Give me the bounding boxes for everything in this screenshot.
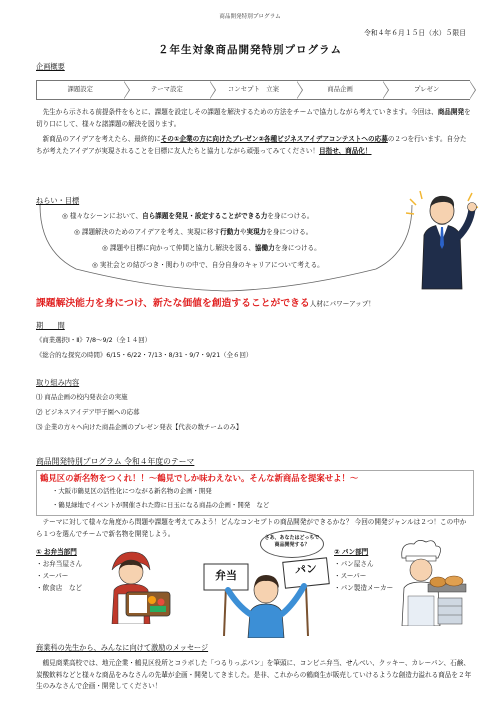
program-name: 商品開発特別プログラム [219, 14, 281, 20]
category-bento-item: ・スーパー [36, 572, 69, 580]
text: ◎ 様々なシーンにおいて、 [62, 212, 143, 220]
text-bold: 商品開発 [437, 108, 465, 116]
flow-step-5: プレゼン [383, 80, 470, 100]
activities-heading: 取り組み内容 [36, 378, 80, 387]
theme-bullet-1: ・大阪市鶴見区の活性化につながる新名物の企画・開発 [52, 487, 212, 495]
baker-illustration [398, 538, 468, 626]
message-text: 鶴見商業高校では、地元企業・鶴見区役所とコラボした「つるりっぷパン」を筆頭に、コンビニ弁当、せんべい、クッキー、カレーパン、石鹸、炭酸飲料などと様々な商品をみなさんの先輩が企画・開発してきました。是非、これからの鶴商生が販売していけるような創造力溢れる商品を２年生のみなさんで企画・開発してください！ [36, 659, 472, 690]
category-bento-item: ・飲食店 など [36, 584, 83, 592]
text: ◎ 課題や目標に向かって仲間と協力し解決を図る、 [102, 244, 255, 252]
question-text: さあ、あなたはどっちで商品開発する？ [264, 535, 320, 548]
page-title: ２年生対象商品開発特別プログラム [158, 44, 342, 56]
goal-item-3 [102, 243, 321, 254]
category-bread-item: ・パン屋さん [334, 560, 374, 568]
text-bold: 行動力 [220, 228, 240, 236]
goals-heading: ねらい・目標 [36, 196, 80, 205]
flow-step-1: 課題設定 [36, 80, 124, 100]
category-bread-heading: ② パン部門 [334, 548, 369, 556]
businessman-illustration [400, 185, 484, 290]
goal-item-1 [62, 211, 313, 222]
theme-main: 鶴見区の新名物をつくれ！！～鶴見でしか味わえない。そんな新商品を提案せよ！～ [40, 473, 359, 483]
text: 人材にパワーアップ！ [309, 300, 375, 308]
text-bold: 自ら課題を発見・設定することができる力 [142, 212, 268, 220]
category-bento-heading: ① お弁当部門 [36, 548, 77, 556]
category-bread-item: ・パン製造メーカー [334, 584, 394, 592]
text: を切り口にして、様々な諸課題の解決を図ります。 [36, 108, 471, 128]
activity-item-1: ⑴ 商品企画の校内発表会の実施 [36, 393, 128, 401]
goal-item-2 [74, 227, 312, 238]
flow-step-3: コンセプト 立案 [210, 80, 297, 100]
text-bold: ②各種ビジネスアイデアコンテストへの応募 [258, 135, 388, 143]
text-bold: 実現力 [246, 228, 267, 236]
text: ◎ 課題解決のためのアイデアを考え、実現に移す [74, 228, 221, 236]
message-heading: 商業科の先生から、みんなに向けて激励のメッセージ [36, 643, 209, 652]
highlight-message [36, 297, 476, 311]
activity-item-2: ⑵ ビジネスアイデア甲子園への応募 [36, 408, 140, 416]
text-bold: 協働力 [254, 244, 275, 252]
text: を身につける。 [267, 212, 314, 220]
sign-bento-text: 弁当 [215, 569, 237, 582]
sign-bread-text: パン [294, 561, 318, 578]
category-bread [334, 546, 393, 594]
text: や [239, 228, 247, 236]
overview-heading: 企画概要 [36, 62, 65, 71]
bento-clerk-illustration [106, 548, 172, 624]
overview-paragraph-1 [36, 107, 472, 130]
flow-chart [36, 80, 470, 98]
text-bold: その①企業の方に向けたプレゼン [160, 135, 259, 143]
flow-step-2: テーマ設定 [124, 80, 211, 100]
flow-step-4: 商品企画 [297, 80, 384, 100]
period-line-1: 《商業選択Ⅰ・Ⅱ》7/8～9/2（全１４回） [36, 336, 152, 344]
theme-heading: 商品開発特別プログラム 令和４年度のテーマ [36, 457, 195, 466]
category-bento [36, 546, 82, 594]
period-line-2: 《総合的な探究の時間》6/15・6/22・7/13・8/31・9/7・9/21（全６回） [36, 351, 253, 359]
period-heading: 期 間 [36, 321, 65, 330]
text-bold: 目指せ、商品化！ [318, 146, 372, 155]
text: ◎ 実社会との結びつき・関わりの中で、自分自身のキャリアについて考える。 [92, 261, 324, 269]
theme-intro: テーマに対して様々な角度から問題や課題を考えてみよう！どんなコンセプトの商品開発ができるかな？ 今回の開発ジャンルは２つ！この中から１つを選んでチームで新名物を開発しよう。 [36, 518, 467, 538]
activity-item-3: ⑶ 企業の方々へ向けた商品企画のプレゼン発表【代表の数チームのみ】 [36, 423, 243, 431]
text: 先生から示される前提条件をもとに、課題を設定しその課題を解決するための方法をチームで協力しながら考えていきます。今回は、 [42, 108, 438, 116]
text: を身につける。 [274, 244, 321, 252]
category-bento-item: ・お弁当屋さん [36, 560, 83, 568]
text: 新商品のアイデアを考えたら、最終的に [42, 135, 161, 143]
theme-bullet-2: ・鶴見緑地でイベントが開催された際に日玉になる商品の企画・開発 など [52, 501, 270, 509]
overview-paragraph-2 [36, 134, 472, 157]
text: を身につける。 [266, 228, 313, 236]
text: の２つを行います。自分たちが考えたアイデアが実現されることを目標に友人たちと協力しながら頑張ってみてください！ [36, 135, 467, 155]
goal-item-4 [92, 260, 324, 271]
date: 令和４年６月１５日（水）５限目 [364, 29, 466, 37]
category-bread-item: ・スーパー [334, 572, 367, 580]
text: 課題解決能力を身につけ、新たな価値を創造することができる [36, 298, 310, 309]
